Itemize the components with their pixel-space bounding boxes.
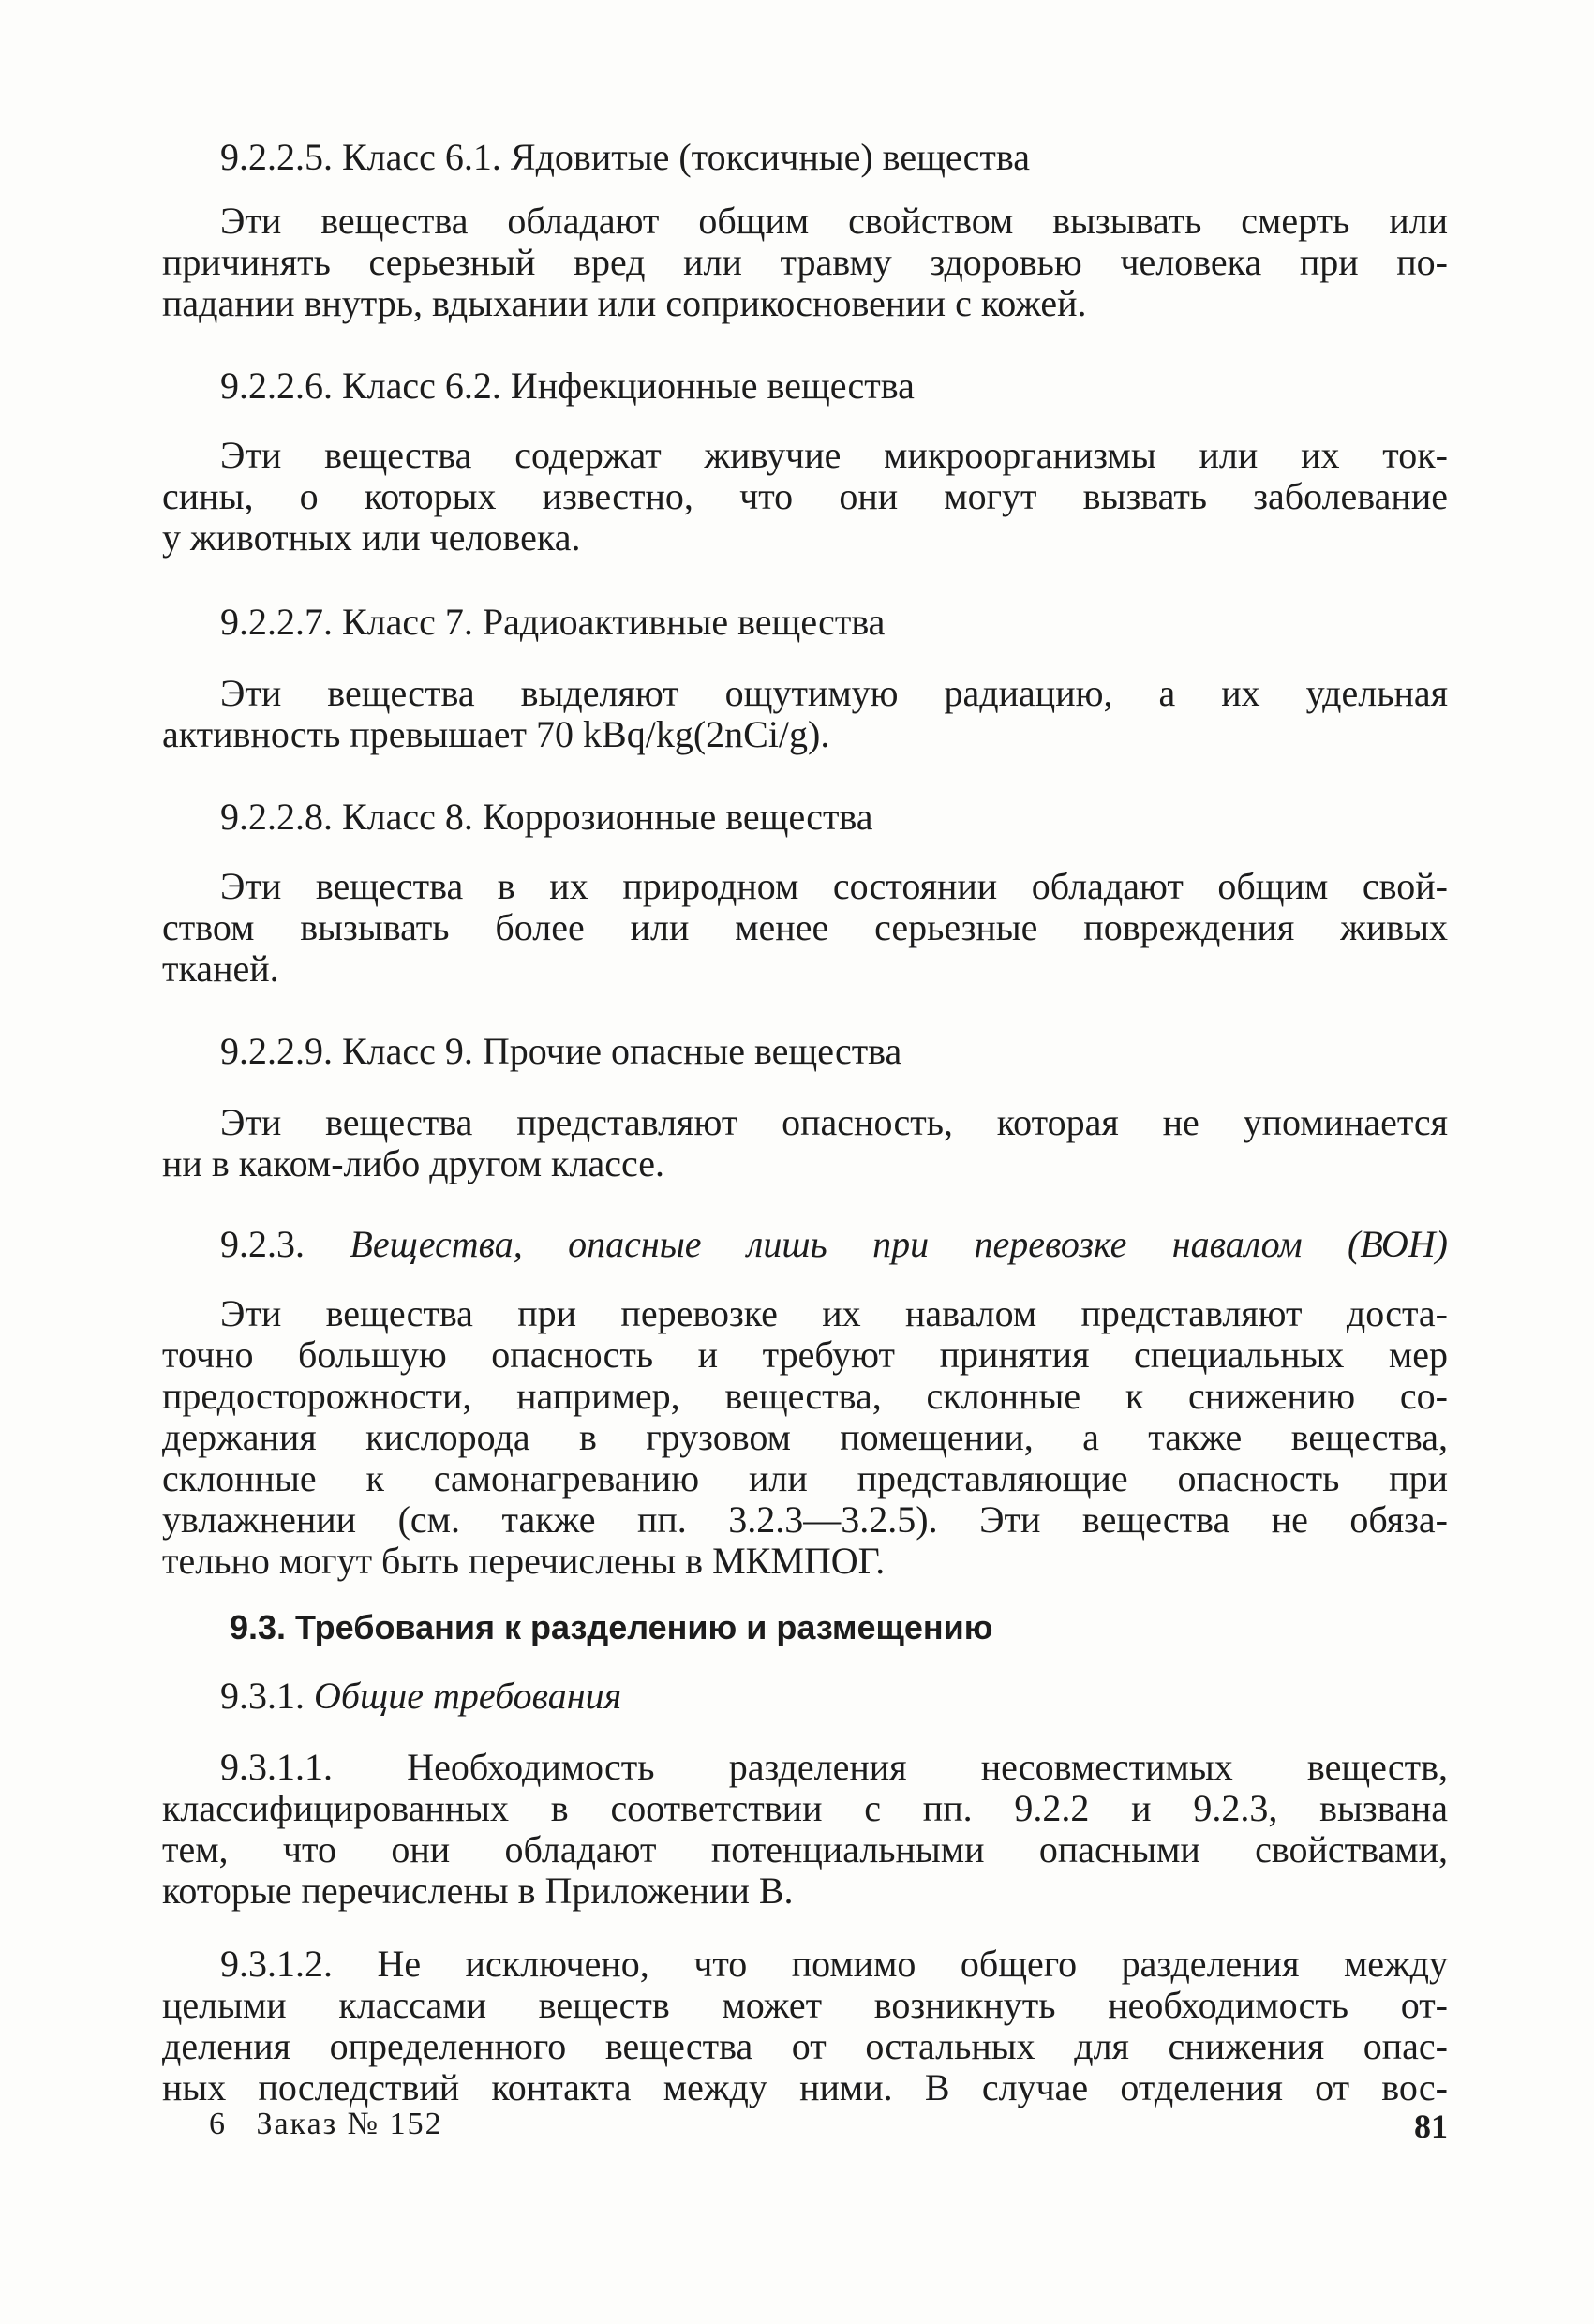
section-9229	[162, 1025, 1448, 1078]
section-heading	[162, 1670, 1448, 1722]
text-line: активность превышает 70 kBq/kg(2nCi/g).	[162, 713, 830, 755]
section-9225-body	[162, 201, 1448, 324]
paragraph	[162, 1747, 1448, 1912]
section-9228	[162, 791, 1448, 843]
text-line: которые перечислены в Приложении В.	[162, 1870, 794, 1912]
section-931	[162, 1670, 1448, 1722]
text-line: предосторожности, например, вещества, склонные к снижению со-	[162, 1375, 1448, 1417]
section-heading: 9.2.2.6. Класс 6.2. Инфекционные вещества	[220, 365, 915, 407]
section-93	[162, 1604, 1448, 1651]
text-line: тканей.	[162, 947, 279, 990]
paragraph	[162, 201, 1448, 324]
section-9311	[162, 1747, 1448, 1912]
section-9226-body	[162, 435, 1448, 559]
paragraph	[162, 1102, 1448, 1184]
section-9229-body	[162, 1102, 1448, 1184]
section-title: Общие требования	[314, 1675, 622, 1717]
paragraph	[162, 673, 1448, 755]
text-line: склонные к самонагреванию или представляющие опасность при	[162, 1457, 1448, 1499]
section-923-body	[162, 1293, 1448, 1582]
text-line: Эти вещества выделяют ощутимую радиацию, а их удельная	[220, 672, 1448, 714]
section-9226	[162, 360, 1448, 412]
paragraph	[162, 1944, 1448, 2108]
section-number: 9.3.1.	[220, 1675, 305, 1717]
text-line: точно большую опасность и требуют принятия специальных мер	[162, 1333, 1448, 1376]
text-line: 9.3.1.1. Необходимость разделения несовместимых веществ,	[220, 1746, 1448, 1788]
section-9227	[162, 596, 1448, 648]
text-line: держания кислорода в грузовом помещении, а также вещества,	[162, 1416, 1448, 1458]
page-footer	[162, 2107, 1448, 2153]
section-title: Вещества, опасные лишь при перевозке навалом (ВОН)	[350, 1223, 1449, 1265]
text-line: тельно могут быть перечислены в МКМПОГ.	[162, 1540, 886, 1582]
section-923	[162, 1218, 1448, 1271]
text-line: падании внутрь, вдыхании или соприкосновении с кожей.	[162, 282, 1087, 324]
page-number: 81	[1414, 2108, 1448, 2145]
paragraph	[162, 866, 1448, 990]
section-heading	[162, 1218, 1448, 1271]
text-line: у животных или человека.	[162, 516, 581, 559]
section-number: 9.2.3.	[220, 1223, 305, 1265]
text-line: классифицированных в соответствии с пп. 9.2.2 и 9.2.3, вызвана	[162, 1787, 1448, 1829]
chapter-heading: 9.3. Требования к разделению и размещению	[230, 1608, 993, 1646]
text-line: деления определенного вещества от остальных для снижения опас-	[162, 2025, 1448, 2067]
section-heading: 9.2.2.8. Класс 8. Коррозионные вещества	[220, 796, 873, 838]
section-9227-body	[162, 673, 1448, 755]
section-9312	[162, 1944, 1448, 2108]
section-9228-body	[162, 866, 1448, 990]
text-line: увлажнении (см. также пп. 3.2.3—3.2.5). Эти вещества не обяза-	[162, 1498, 1448, 1541]
text-line: Эти вещества обладают общим свойством вызывать смерть или	[220, 200, 1448, 242]
text-line: ством вызывать более или менее серьезные повреждения живых	[162, 906, 1448, 948]
text-line: причинять серьезный вред или травму здоровью человека при по-	[162, 241, 1448, 283]
section-heading: 9.2.2.7. Класс 7. Радиоактивные вещества	[220, 601, 886, 643]
section-9225	[162, 131, 1448, 184]
text-line: сины, о которых известно, что они могут вызвать заболевание	[162, 475, 1448, 517]
text-line: Эти вещества представляют опасность, которая не упоминается	[220, 1101, 1448, 1143]
paragraph	[162, 1293, 1448, 1582]
text-line: Эти вещества в их природном состоянии обладают общим свой-	[220, 865, 1448, 907]
paragraph	[162, 435, 1448, 559]
text-line: Эти вещества содержат живучие микроорганизмы или их ток-	[220, 434, 1448, 476]
text-line: 9.3.1.2. Не исключено, что помимо общего разделения между	[220, 1943, 1448, 1985]
section-heading: 9.2.2.5. Класс 6.1. Ядовитые (токсичные) вещества	[220, 136, 1030, 178]
section-heading: 9.2.2.9. Класс 9. Прочие опасные вещества	[220, 1030, 902, 1072]
text-line: ных последствий контакта между ними. В случае отделения от вос-	[162, 2066, 1448, 2108]
print-order-note: 6 Заказ № 152	[209, 2107, 443, 2141]
text-line: тем, что они обладают потенциальными опасными свойствами,	[162, 1828, 1448, 1870]
text-line: ни в каком-либо другом классе.	[162, 1142, 664, 1184]
text-line: целыми классами веществ может возникнуть необходимость от-	[162, 1984, 1448, 2026]
text-line: Эти вещества при перевозке их навалом представляют доста-	[220, 1292, 1448, 1334]
